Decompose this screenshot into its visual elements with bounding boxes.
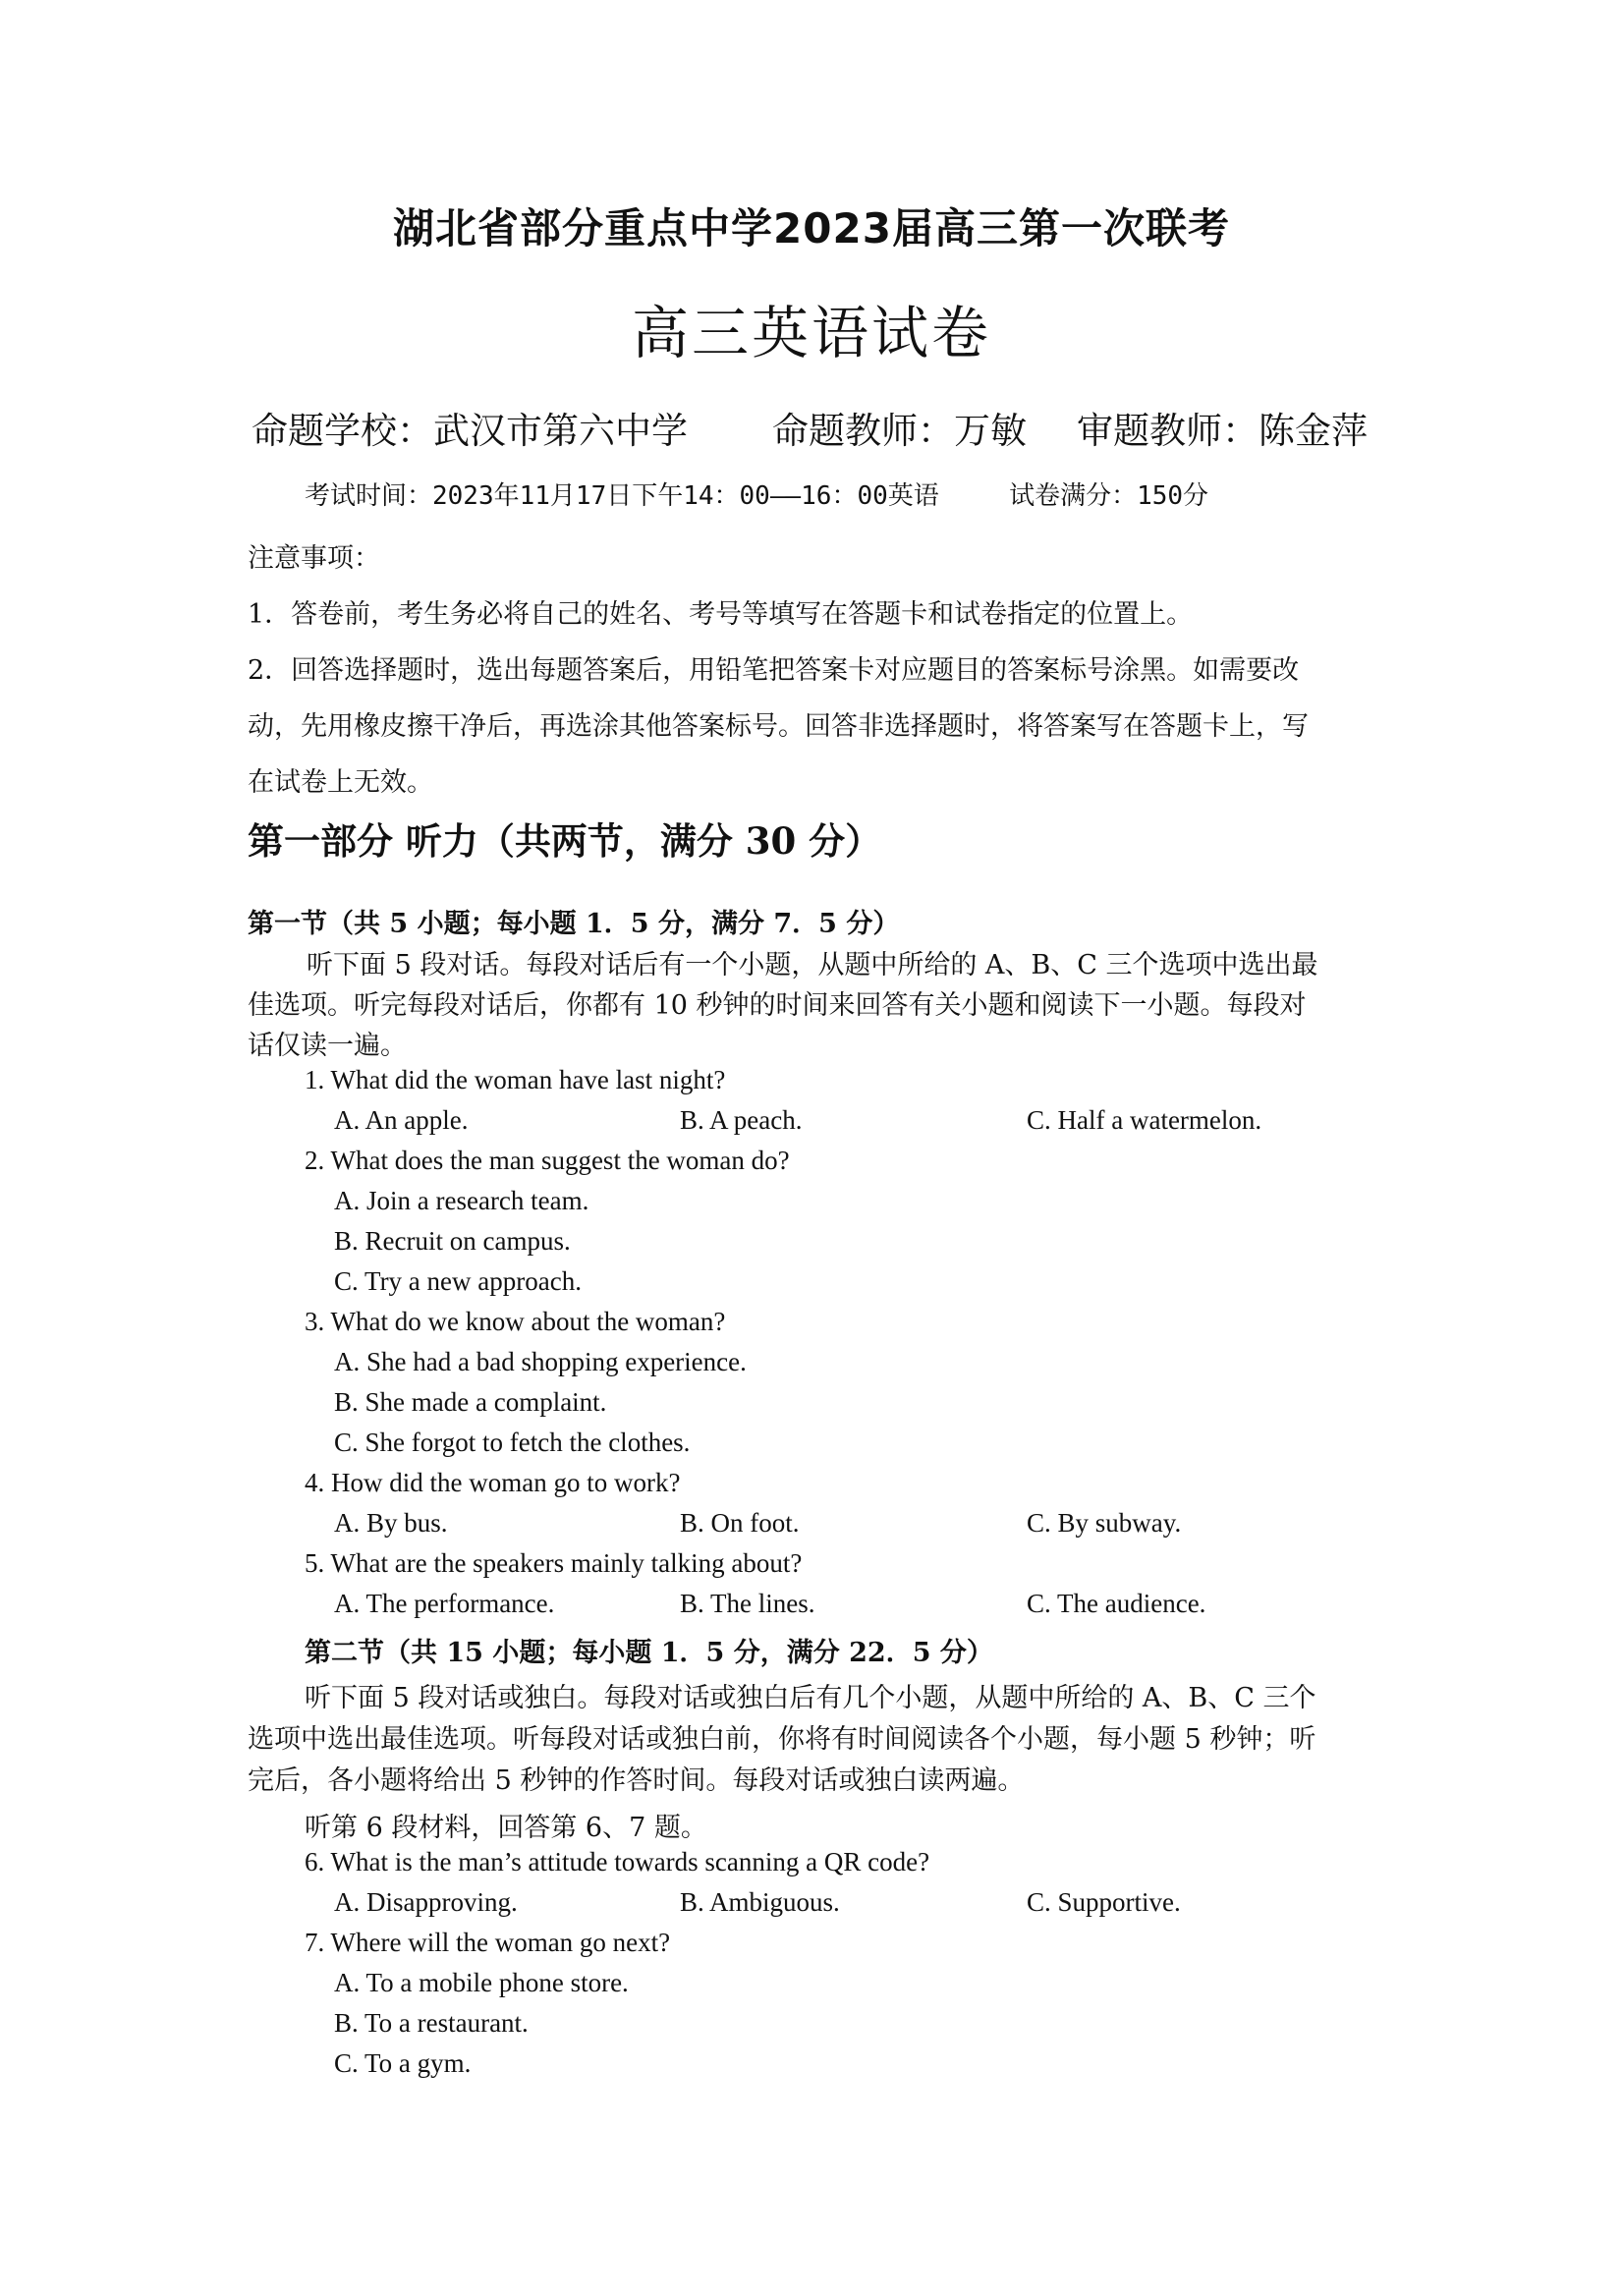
section-2-title: 第二节（共 15 小题；每小题 1．5 分，满分 22．5 分） bbox=[305, 1638, 993, 1668]
question-7: 7. Where will the woman go next? bbox=[305, 1928, 671, 1957]
full-score: 试卷满分：150分 bbox=[1009, 481, 1209, 511]
question-3: 3. What do we know about the woman? bbox=[305, 1307, 726, 1336]
notice-item-2-line-3: 在试卷上无效。 bbox=[248, 767, 433, 798]
notice-heading: 注意事项： bbox=[248, 543, 380, 574]
school-label: 命题学校：武汉市第六中学 bbox=[252, 410, 688, 452]
q6-option-b: B. Ambiguous. bbox=[680, 1887, 840, 1917]
notice-item-2-line-1: 2．回答选择题时，选出每题答案后，用铅笔把答案卡对应题目的答案标号涂黑。如需要改 bbox=[248, 655, 1300, 686]
reviewer-label: 审题教师：陈金萍 bbox=[1077, 410, 1368, 452]
q1-option-c: C. Half a watermelon. bbox=[1027, 1105, 1262, 1135]
q2-option-c: C. Try a new approach. bbox=[334, 1266, 582, 1296]
q4-option-c: C. By subway. bbox=[1027, 1508, 1182, 1538]
exam-time: 考试时间：2023年11月17日下午14：00——16：00英语 bbox=[305, 481, 939, 511]
section-2-intro-line-1: 听下面 5 段对话或独白。每段对话或独白后有几个小题，从题中所给的 A、B、C 三个 bbox=[305, 1683, 1316, 1713]
question-6: 6. What is the man’s attitude towards scanning a QR code? bbox=[305, 1847, 930, 1876]
question-5: 5. What are the speakers mainly talking about? bbox=[305, 1548, 803, 1578]
part-1-title: 第一部分 听力（共两节，满分 30 分） bbox=[248, 819, 882, 863]
material-6-instruction: 听第 6 段材料，回答第 6、7 题。 bbox=[305, 1813, 707, 1843]
section-2-intro-line-2: 选项中选出最佳选项。听每段对话或独白前，你将有时间阅读各个小题，每小题 5 秒钟；听 bbox=[248, 1724, 1316, 1755]
question-1: 1. What did the woman have last night? bbox=[305, 1065, 726, 1094]
q1-option-b: B. A peach. bbox=[680, 1105, 803, 1135]
q6-option-a: A. Disapproving. bbox=[334, 1887, 518, 1917]
exam-time-info bbox=[305, 476, 1208, 512]
q1-option-a: A. An apple. bbox=[334, 1105, 469, 1135]
q7-option-b: B. To a restaurant. bbox=[334, 2008, 529, 2038]
exam-title: 湖北省部分重点中学2023届高三第一次联考 bbox=[393, 204, 1230, 252]
setter-label: 命题教师：万敏 bbox=[772, 410, 1027, 452]
paper-title: 高三英语试卷 bbox=[631, 300, 991, 366]
q4-option-b: B. On foot. bbox=[680, 1508, 800, 1538]
q6-option-c: C. Supportive. bbox=[1027, 1887, 1181, 1917]
q3-option-a: A. She had a bad shopping experience. bbox=[334, 1347, 747, 1376]
q5-option-a: A. The performance. bbox=[334, 1589, 555, 1618]
section-2-intro-line-3: 完后，各小题将给出 5 秒钟的作答时间。每段对话或独白读两遍。 bbox=[248, 1765, 1025, 1796]
q4-option-a: A. By bus. bbox=[334, 1508, 448, 1538]
notice-item-2-line-2: 动，先用橡皮擦干净后，再选涂其他答案标号。回答非选择题时，将答案写在答题卡上，写 bbox=[248, 711, 1309, 742]
section-1-intro-line-2: 佳选项。听完每段对话后，你都有 10 秒钟的时间来回答有关小题和阅读下一小题。每段对 bbox=[248, 990, 1307, 1021]
question-4: 4. How did the woman go to work? bbox=[305, 1468, 681, 1497]
q3-option-b: B. She made a complaint. bbox=[334, 1387, 607, 1417]
notice-item-1: 1．答卷前，考生务必将自己的姓名、考号等填写在答题卡和试卷指定的位置上。 bbox=[248, 599, 1194, 630]
q3-option-c: C. She forgot to fetch the clothes. bbox=[334, 1428, 691, 1457]
q2-option-a: A. Join a research team. bbox=[334, 1186, 589, 1215]
q7-option-c: C. To a gym. bbox=[334, 2048, 472, 2078]
q5-option-b: B. The lines. bbox=[680, 1589, 815, 1618]
q7-option-a: A. To a mobile phone store. bbox=[334, 1968, 629, 1997]
section-1-title: 第一节（共 5 小题；每小题 1．5 分，满分 7．5 分） bbox=[248, 909, 900, 939]
section-1-intro-line-3: 话仅读一遍。 bbox=[248, 1031, 407, 1061]
q2-option-b: B. Recruit on campus. bbox=[334, 1226, 571, 1256]
q5-option-c: C. The audience. bbox=[1027, 1589, 1206, 1618]
question-2: 2. What does the man suggest the woman do? bbox=[305, 1146, 790, 1175]
section-1-intro-line-1: 听下面 5 段对话。每段对话后有一个小题，从题中所给的 A、B、C 三个选项中选出最 bbox=[307, 950, 1318, 980]
